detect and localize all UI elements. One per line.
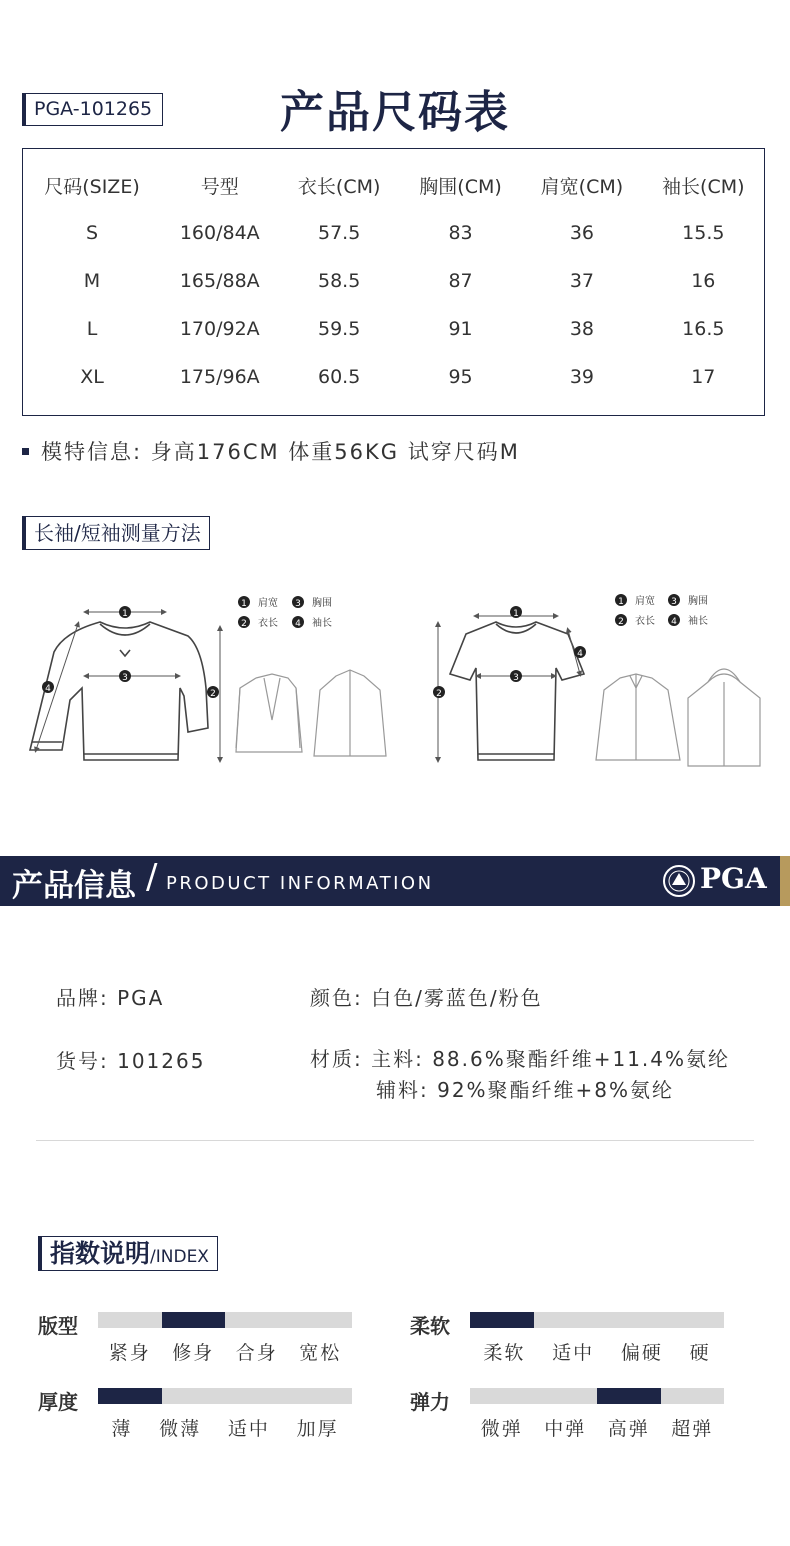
table-cell: 91 (448, 318, 473, 340)
banner-gold-accent (780, 856, 790, 906)
legend-number: 4 (295, 619, 301, 629)
index-bar-elasticity (470, 1388, 724, 1404)
legend-label: 胸围 (312, 598, 332, 609)
table-cell: 165/88A (179, 270, 260, 292)
table-cell: 39 (569, 366, 594, 388)
jacket-icon (314, 670, 386, 756)
column-header: 尺码(SIZE) (44, 175, 140, 198)
legend-label: 衣长 (258, 618, 278, 629)
column-header: 衣长(CM) (297, 175, 381, 198)
index-ticks-elasticity (470, 1414, 724, 1441)
left-legend (238, 596, 332, 629)
banner-slash: / (146, 857, 158, 897)
table-cell: 16 (691, 270, 716, 292)
index-title-cn: 指数说明 (50, 1239, 151, 1268)
banner-title-cn: 产品信息 (12, 868, 136, 904)
index-tick: 宽松 (299, 1342, 342, 1364)
index-bar-thickness (98, 1388, 352, 1404)
index-tick: 中弹 (544, 1418, 587, 1440)
legend-number: 1 (241, 599, 247, 609)
table-cell: 83 (448, 222, 473, 244)
index-tick: 适中 (552, 1342, 595, 1364)
long-sleeve-shirt-icon (30, 622, 208, 760)
legend-number: 2 (241, 619, 247, 629)
short-sleeve-number-badges (433, 606, 586, 699)
table-cell: 38 (569, 318, 594, 340)
table-cell: 15.5 (682, 222, 725, 244)
table-cell: 95 (448, 366, 473, 388)
index-ticks-thickness (98, 1414, 352, 1441)
measure-method-tag: 长袖/短袖测量方法 (22, 516, 210, 550)
index-tick: 超弹 (671, 1418, 714, 1440)
index-label-fit: 版型 (38, 1314, 78, 1338)
table-header-row (23, 161, 764, 209)
legend-label: 肩宽 (258, 598, 278, 609)
svg-text:3: 3 (513, 673, 519, 683)
table-cell: M (83, 270, 101, 292)
hoodie-icon (688, 669, 760, 766)
page-title: 产品尺码表 (280, 87, 510, 138)
index-tick: 薄 (111, 1418, 133, 1440)
pga-seal-icon (662, 864, 696, 898)
color-info: 颜色: 白色/雾蓝色/粉色 (310, 986, 543, 1010)
index-tick: 微弹 (480, 1418, 523, 1440)
material-aux-info: 辅料: 92%聚酯纤维+8%氨纶 (376, 1078, 675, 1102)
column-header: 肩宽(CM) (540, 175, 624, 198)
short-sleeve-measure-lines (438, 616, 580, 760)
index-tick: 柔软 (483, 1342, 526, 1364)
table-cell: 60.5 (318, 366, 361, 388)
index-ticks-softness (470, 1338, 724, 1365)
measurement-diagram (0, 570, 790, 780)
legend-label: 肩宽 (635, 596, 655, 607)
shirt-icon (596, 674, 680, 760)
index-label-thickness: 厚度 (38, 1390, 78, 1414)
size-table (23, 161, 764, 401)
index-bar-fill (98, 1388, 162, 1404)
column-header: 袖长(CM) (662, 175, 745, 198)
model-info-text: 模特信息: 身高176CM 体重56KG 试穿尺码M (41, 440, 520, 464)
table-cell: 59.5 (318, 318, 361, 340)
table-cell: S (85, 222, 99, 244)
svg-text:4: 4 (577, 649, 583, 659)
table-cell: 57.5 (318, 222, 361, 244)
index-tick: 高弹 (607, 1418, 650, 1440)
svg-text:1: 1 (122, 609, 128, 619)
section-divider (36, 1140, 754, 1141)
product-code-tag: PGA-101265 (22, 93, 163, 126)
table-cell: L (86, 318, 98, 340)
legend-label: 衣长 (635, 616, 655, 627)
index-ticks-fit (98, 1338, 352, 1365)
table-cell: 170/92A (179, 318, 260, 340)
legend-number: 3 (295, 599, 301, 609)
legend-number: 4 (671, 617, 677, 627)
index-tick: 硬 (689, 1342, 711, 1364)
banner-title-en: PRODUCT INFORMATION (166, 873, 434, 894)
material-main-info: 材质: 主料: 88.6%聚酯纤维+11.4%氨纶 (310, 1047, 731, 1071)
table-cell: 36 (569, 222, 594, 244)
legend-label: 袖长 (312, 618, 332, 629)
svg-text:3: 3 (122, 673, 128, 683)
index-tick: 加厚 (296, 1418, 339, 1440)
index-title-en: /INDEX (150, 1247, 209, 1267)
pga-logo-text: PGA (700, 862, 767, 895)
index-bar-fit (98, 1312, 352, 1328)
index-label-elasticity: 弹力 (410, 1390, 450, 1414)
table-row (23, 353, 764, 401)
index-bar-fill (597, 1388, 661, 1404)
table-cell: 17 (691, 366, 716, 388)
svg-text:2: 2 (436, 689, 442, 699)
table-cell: XL (80, 366, 104, 388)
index-tick: 适中 (227, 1418, 270, 1440)
index-bar-fill (162, 1312, 226, 1328)
legend-number: 1 (618, 597, 624, 607)
short-sleeve-tshirt-icon (450, 622, 584, 760)
index-tick: 紧身 (108, 1342, 151, 1364)
column-header: 胸围(CM) (419, 175, 502, 198)
legend-label: 胸围 (688, 596, 708, 607)
column-header: 号型 (200, 175, 239, 198)
table-row (23, 257, 764, 305)
svg-text:4: 4 (45, 684, 51, 694)
table-cell: 87 (448, 270, 473, 292)
legend-number: 3 (671, 597, 677, 607)
index-bar-softness (470, 1312, 724, 1328)
index-label-softness: 柔软 (410, 1314, 450, 1338)
bullet-square-icon (22, 448, 29, 455)
table-cell: 37 (569, 270, 594, 292)
legend-number: 2 (618, 617, 624, 627)
svg-text:1: 1 (513, 609, 519, 619)
table-cell: 16.5 (682, 318, 725, 340)
size-chart (22, 148, 765, 416)
model-info (22, 436, 520, 466)
table-row (23, 209, 764, 257)
blazer-icon (236, 674, 302, 752)
svg-text:2: 2 (210, 689, 216, 699)
index-bar-fill (470, 1312, 534, 1328)
index-tick: 偏硬 (620, 1342, 663, 1364)
table-cell: 160/84A (179, 222, 260, 244)
table-row (23, 305, 764, 353)
index-title-tag (38, 1236, 218, 1271)
table-cell: 175/96A (179, 366, 260, 388)
index-tick: 微薄 (159, 1418, 202, 1440)
index-tick: 修身 (172, 1342, 215, 1364)
brand-info: 品牌: PGA (56, 986, 165, 1010)
item-number-info: 货号: 101265 (56, 1049, 206, 1073)
table-cell: 58.5 (318, 270, 361, 292)
right-legend (615, 594, 708, 627)
legend-label: 袖长 (688, 616, 708, 627)
index-tick: 合身 (235, 1342, 278, 1364)
